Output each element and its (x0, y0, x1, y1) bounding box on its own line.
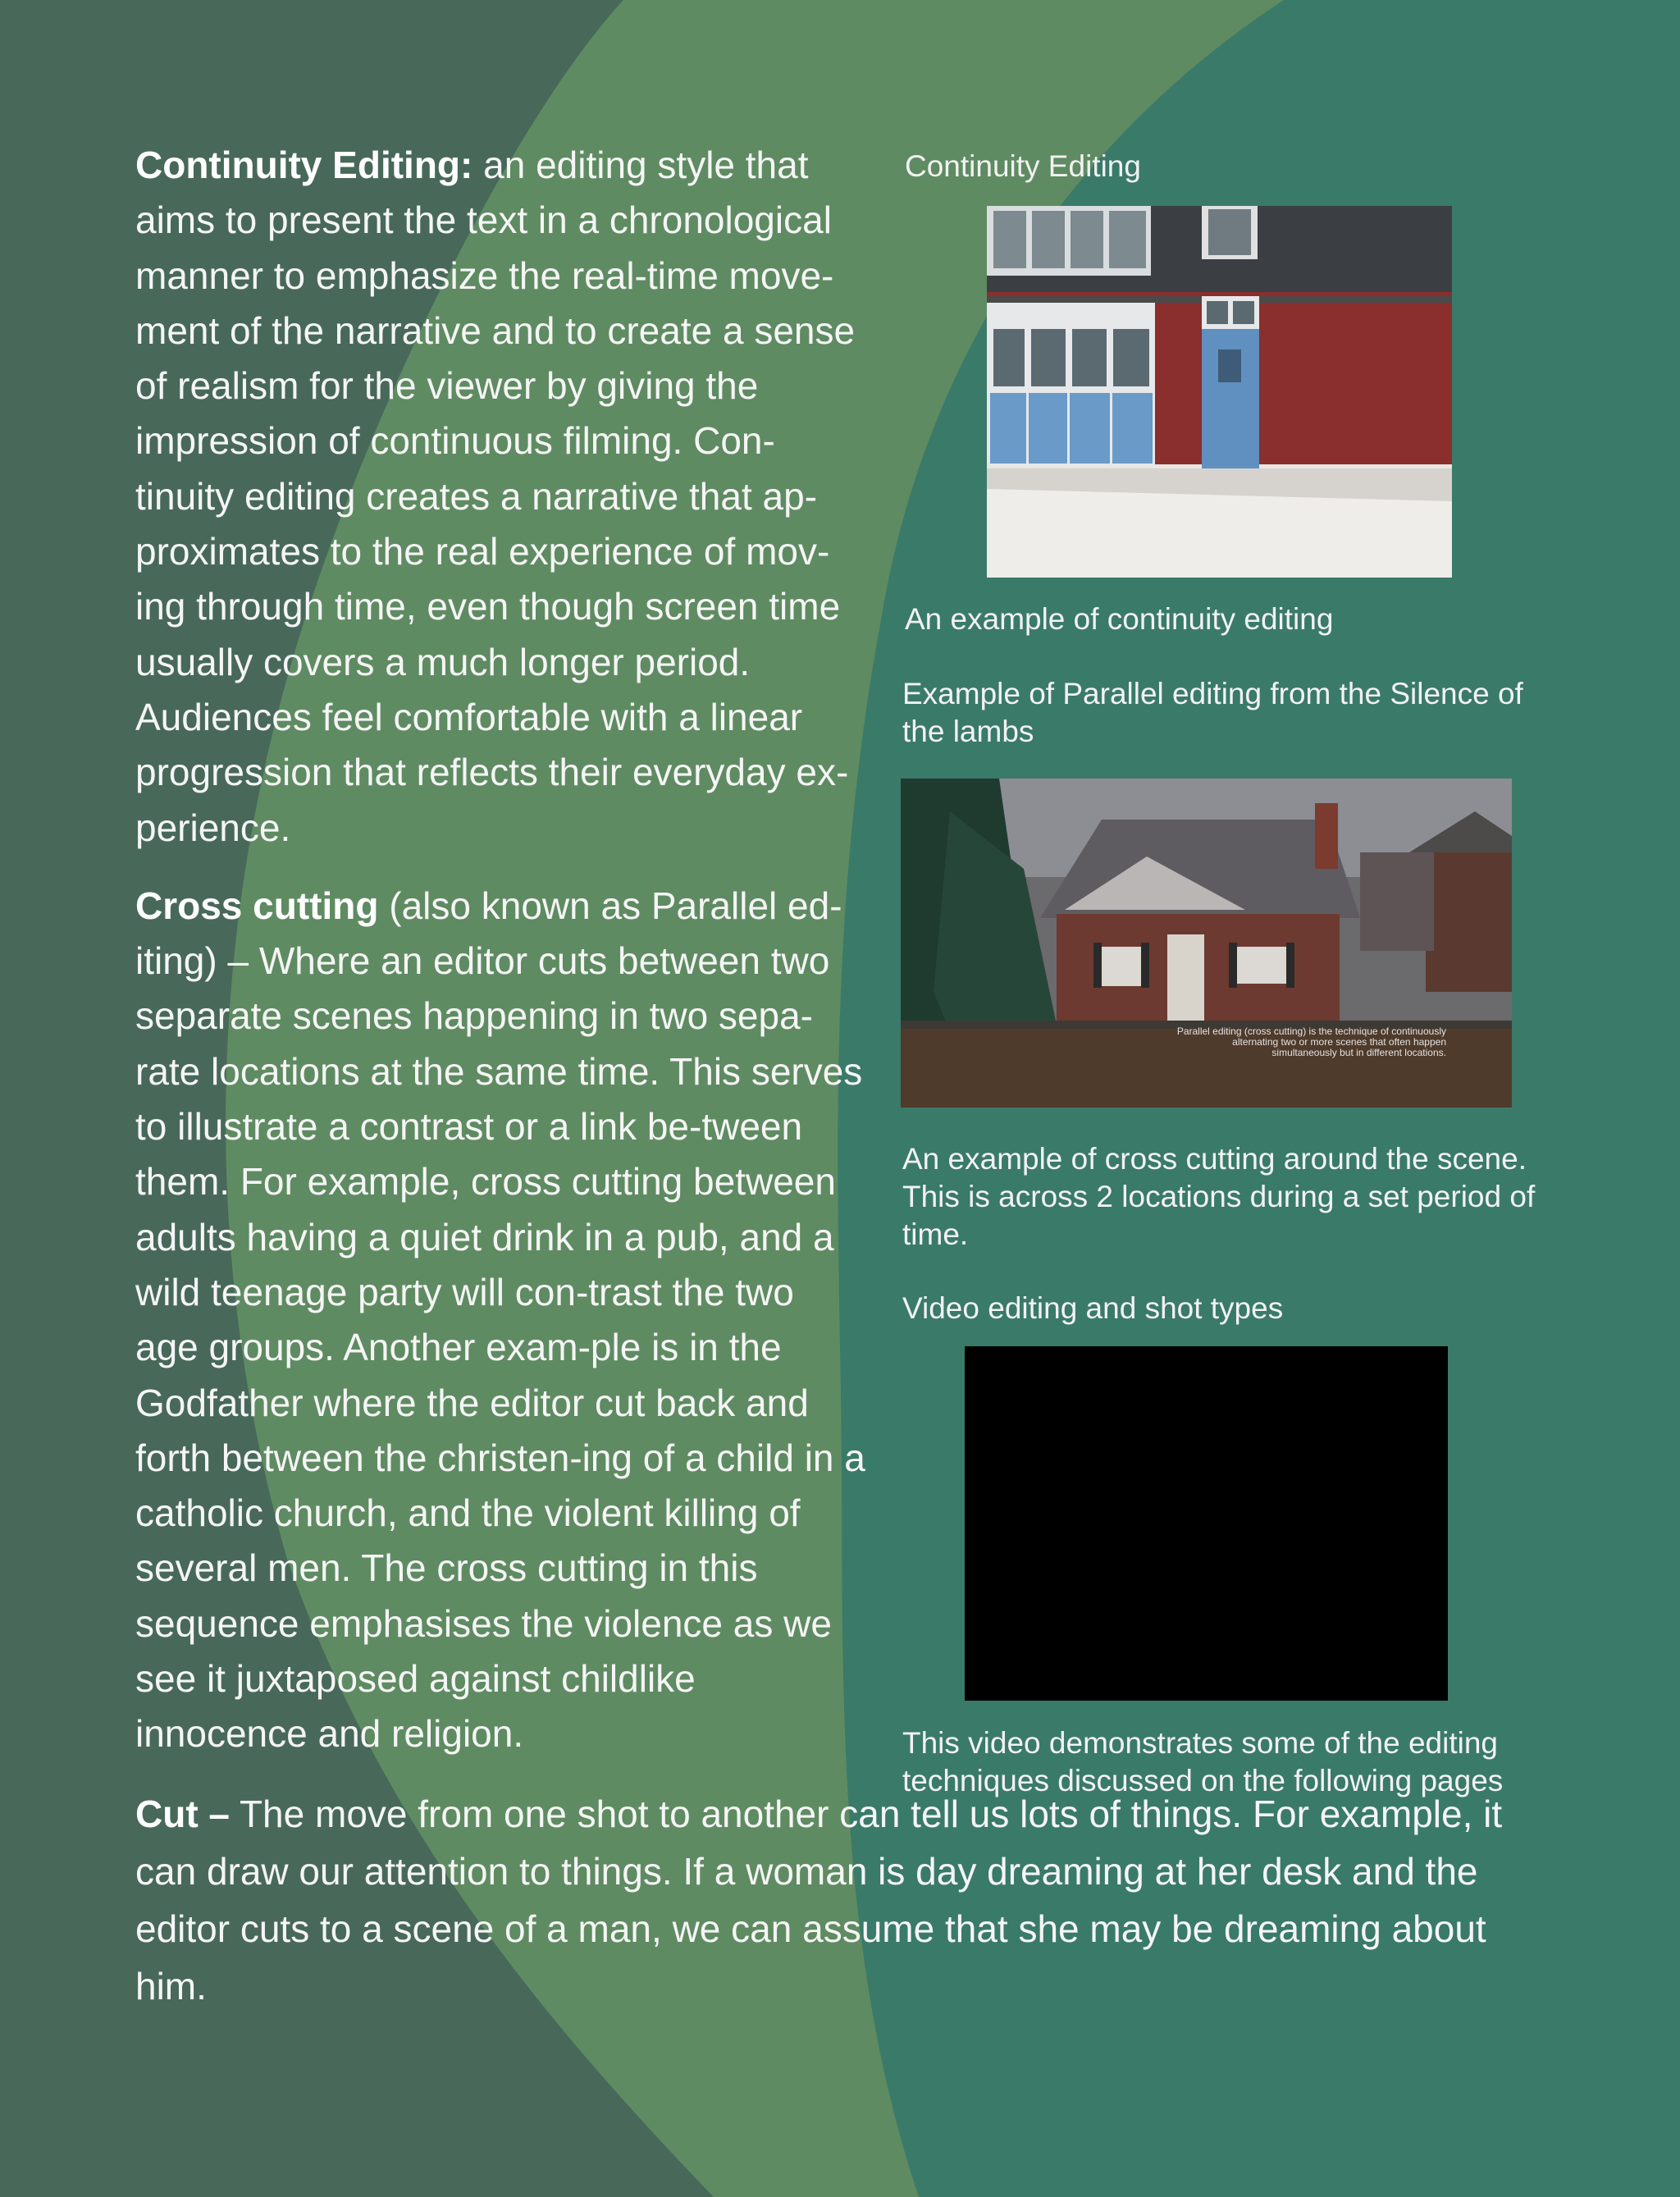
parallel-overlay-line-2: alternating two or more scenes that often happen (1232, 1036, 1446, 1048)
cut-heading: Cut – (135, 1793, 230, 1835)
video-player[interactable] (965, 1346, 1448, 1701)
continuity-image-caption: An example of continuity editing (905, 602, 1334, 636)
cross-cutting-paragraph (135, 879, 865, 1762)
continuity-editing-image (987, 206, 1452, 578)
cross-cutting-caption: An example of cross cutting around the scene. This is across 2 locations during a set period of time. (902, 1142, 1536, 1251)
main-text-column (135, 138, 865, 1785)
parallel-overlay-line-3: simultaneously but in different locations. (1271, 1047, 1446, 1058)
video-title: Video editing and shot types (902, 1291, 1284, 1325)
cut-paragraph (135, 1785, 1546, 2015)
cross-cutting-body: (also known as Parallel ed-iting) – Where an editor cuts between two separate scenes happening in two sepa-rate locations at the same time. This serves to illustrate a contrast or a link be-tween them. For example, cross cutting between adults having a quiet drink in a pub, and a wild teenage party will con-trast the two age groups. Another exam-ple is in the Godfather where the editor cut back and forth between the christen-ing of a child in a catholic church, and the violent killing of several men. The cross cutting in this sequence emphasises the violence as we see it juxtaposed against childlike innocence and religion. (135, 884, 865, 1756)
continuity-heading: Continuity Editing: (135, 144, 473, 186)
parallel-overlay-line-1: Parallel editing (cross cutting) is the technique of continuously (1176, 1025, 1446, 1037)
continuity-body: an editing style that aims to present the text in a chronological manner to emphasize the real-time move-ment of the narrative and to create a sense of realism for the viewer by giving the impression of continuous filming. Con-tinuity editing creates a narrative that ap-proximates to the real experience of mov-ing through time, even though screen time usually covers a much longer period. Audiences feel comfortable with a linear progression that reflects their everyday ex-perience. (135, 144, 856, 849)
cut-body: The move from one shot to another can tell us lots of things. For example, it can draw our attention to things. If a woman is day dreaming at her desk and the editor cuts to a scene of a man, we can assume that she may be dreaming about him. (135, 1793, 1503, 2007)
parallel-image-title: Example of Parallel editing from the Silence of the lambs (902, 677, 1523, 748)
cross-cutting-heading: Cross cutting (135, 884, 379, 927)
continuity-image-title: Continuity Editing (905, 149, 1141, 183)
continuity-paragraph (135, 138, 865, 856)
parallel-editing-image (901, 779, 1512, 1108)
video-caption: This video demonstrates some of the editing techniques discussed on the following pages (902, 1726, 1504, 1797)
